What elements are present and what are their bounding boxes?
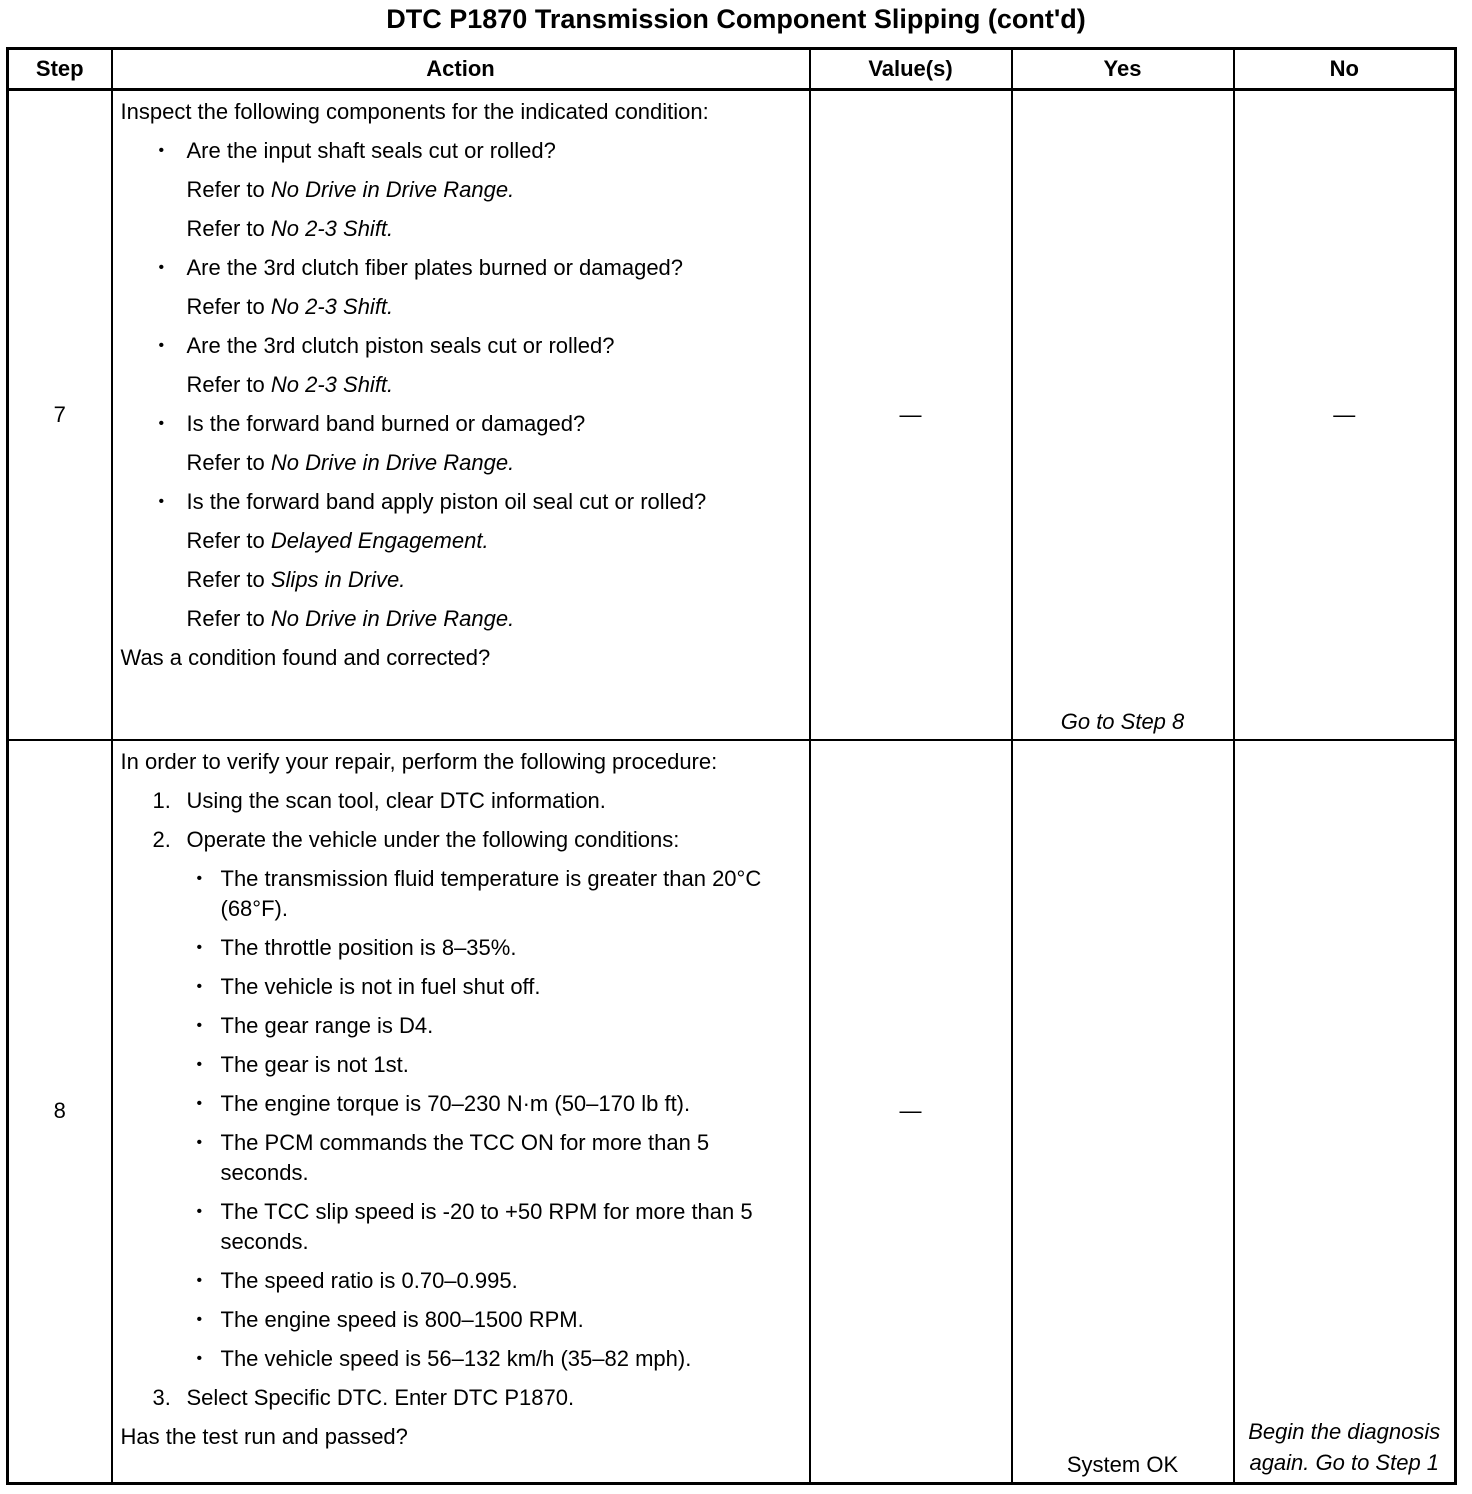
check-item: • Are the input shaft seals cut or rolled? <box>121 136 801 166</box>
reference-link: No 2-3 Shift. <box>270 372 394 397</box>
diagnostic-table <box>6 47 1457 1485</box>
condition-item: • The throttle position is 8–35%. <box>121 933 801 963</box>
header-action: Action <box>112 49 810 90</box>
condition-item: • The vehicle is not in fuel shut off. <box>121 972 801 1002</box>
condition-item: • The PCM commands the TCC ON for more than 5 seconds. <box>121 1128 801 1188</box>
procedure-step: 2. Operate the vehicle under the following conditions: <box>152 826 680 852</box>
check-item: • Is the forward band apply piston oil seal cut or rolled? <box>121 487 801 517</box>
no-link: Begin the diagnosis again. Go to Step 1 <box>1248 1419 1441 1475</box>
step-number: 8 <box>8 740 112 1484</box>
condition-item: • The TCC slip speed is -20 to +50 RPM for more than 5 seconds. <box>121 1197 801 1257</box>
check-item: • Are the 3rd clutch piston seals cut or rolled? <box>121 331 801 361</box>
condition-item: • The vehicle speed is 56–132 km/h (35–82 mph). <box>121 1344 801 1374</box>
reference-link: Delayed Engagement. <box>270 528 489 553</box>
procedure-step: 1. Using the scan tool, clear DTC information. <box>152 787 606 813</box>
yes-link: Go to Step 8 <box>1060 708 1185 734</box>
reference: Refer to No Drive in Drive Range. <box>186 606 515 631</box>
reference-link: No 2-3 Shift. <box>270 216 394 241</box>
reference: Refer to Delayed Engagement. <box>186 528 489 553</box>
reference: Refer to No Drive in Drive Range. <box>186 177 515 202</box>
reference-link: No Drive in Drive Range. <box>270 450 515 475</box>
reference-link: No Drive in Drive Range. <box>270 177 515 202</box>
action-cell <box>112 90 810 740</box>
reference: Refer to No 2-3 Shift. <box>186 372 394 397</box>
reference-link: No 2-3 Shift. <box>270 294 394 319</box>
reference: Refer to No 2-3 Shift. <box>186 294 394 319</box>
action-intro: Inspect the following components for the indicated condition: <box>120 99 709 124</box>
condition-item: • The engine torque is 70–230 N·m (50–170 lb ft). <box>121 1089 801 1119</box>
reference-link: No Drive in Drive Range. <box>270 606 515 631</box>
value-cell: — <box>810 90 1012 740</box>
reference: Refer to Slips in Drive. <box>186 567 406 592</box>
no-cell: — <box>1234 90 1456 740</box>
condition-item: • The engine speed is 800–1500 RPM. <box>121 1305 801 1335</box>
condition-item: • The gear is not 1st. <box>121 1050 801 1080</box>
action-question: Has the test run and passed? <box>120 1423 408 1449</box>
reference: Refer to No Drive in Drive Range. <box>186 450 515 475</box>
action-cell <box>112 740 810 1484</box>
condition-item: • The speed ratio is 0.70–0.995. <box>121 1266 801 1296</box>
condition-item: • The gear range is D4. <box>121 1011 801 1041</box>
check-item: • Are the 3rd clutch fiber plates burned or damaged? <box>121 253 801 283</box>
reference-link: Slips in Drive. <box>270 567 406 592</box>
page-title: DTC P1870 Transmission Component Slipping (cont'd) <box>386 4 1086 34</box>
action-intro: In order to verify your repair, perform the following procedure: <box>120 748 718 774</box>
header-no: No <box>1234 49 1456 90</box>
reference: Refer to No 2-3 Shift. <box>186 216 394 241</box>
value-cell: — <box>810 740 1012 1484</box>
step-number: 7 <box>8 90 112 740</box>
procedure-step: 3. Select Specific DTC. Enter DTC P1870. <box>152 1384 575 1410</box>
action-question: Was a condition found and corrected? <box>120 645 491 670</box>
table-row-step-8 <box>8 740 1456 1484</box>
header-step: Step <box>8 49 112 90</box>
no-cell <box>1234 740 1456 1484</box>
header-row <box>8 49 1456 90</box>
table-row-step-7 <box>8 90 1456 740</box>
header-values: Value(s) <box>810 49 1012 90</box>
yes-cell: System OK <box>1012 740 1234 1484</box>
check-item: • Is the forward band burned or damaged? <box>121 409 801 439</box>
condition-item: • The transmission fluid temperature is greater than 20°C (68°F). <box>121 864 801 924</box>
header-yes: Yes <box>1012 49 1234 90</box>
yes-cell <box>1012 90 1234 740</box>
